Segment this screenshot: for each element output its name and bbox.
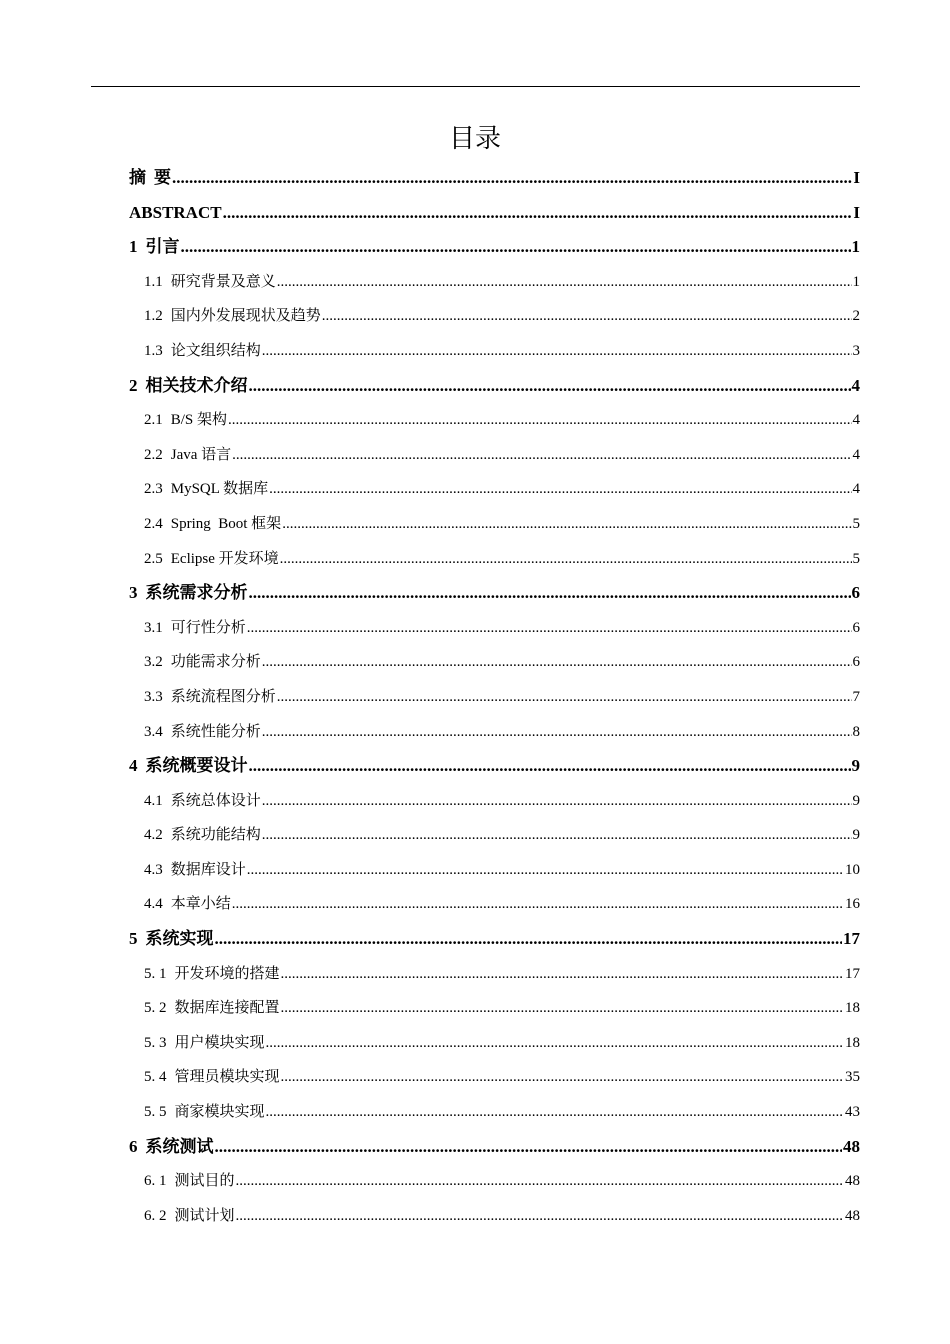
toc-entry-label <box>144 438 231 473</box>
toc-entry-label <box>144 818 261 853</box>
toc-dot-leader <box>249 749 851 784</box>
toc-page-number: 35 <box>845 1069 860 1086</box>
toc-entry-section[interactable] <box>129 1026 860 1061</box>
toc-entry-number: 3.3 <box>144 688 163 705</box>
toc-entry-chapter[interactable] <box>129 369 860 404</box>
toc-entry-text: 国内外发展现状及趋势 <box>170 308 321 325</box>
toc-entry-label <box>129 369 248 404</box>
toc-entry-chapter[interactable] <box>129 161 860 196</box>
toc-entry-chapter[interactable] <box>129 749 860 784</box>
toc-dot-leader <box>262 334 852 369</box>
toc-dot-leader <box>236 1199 844 1234</box>
toc-entry-text: 系统实现 <box>145 929 214 949</box>
toc-entry-text: 系统性能分析 <box>170 723 261 740</box>
toc-dot-leader <box>266 1095 844 1130</box>
toc-entry-section[interactable] <box>129 1060 860 1095</box>
toc-page-number: 6 <box>852 619 860 636</box>
toc-entry-label <box>129 1130 214 1165</box>
toc-page-number: 2 <box>852 308 860 325</box>
toc-page-number: 9 <box>851 756 860 776</box>
toc-page-number: 4 <box>851 375 860 395</box>
toc-entry-label <box>129 230 180 265</box>
toc-page-number: 7 <box>852 688 860 705</box>
toc-entry-section[interactable] <box>129 438 860 473</box>
toc-page-number: 1 <box>851 237 860 257</box>
toc-dot-leader <box>282 507 851 542</box>
toc-entry-number: 3 <box>129 583 138 603</box>
toc-page-number: 1 <box>852 273 860 290</box>
toc-entry-number: 6. 1 <box>144 1173 167 1190</box>
toc-dot-leader <box>262 818 852 853</box>
toc-entry-section[interactable] <box>129 472 860 507</box>
toc-entry-label <box>144 299 321 334</box>
toc-dot-leader <box>215 922 843 957</box>
toc-entry-chapter[interactable] <box>129 230 860 265</box>
toc-dot-leader <box>232 438 851 473</box>
toc-page-number: 4 <box>852 446 860 463</box>
toc-entry-section[interactable] <box>129 680 860 715</box>
toc-page-number: 18 <box>845 1000 860 1017</box>
toc-entry-text: 引言 <box>145 237 180 257</box>
toc-entry-text: 数据库连接配置 <box>174 1000 280 1017</box>
toc-entry-section[interactable] <box>129 1095 860 1130</box>
toc-entry-number: 5 <box>129 929 138 949</box>
toc-page-number: 17 <box>845 965 860 982</box>
toc-entry-label <box>144 853 246 888</box>
toc-entry-section[interactable] <box>129 645 860 680</box>
toc-entry-text: 系统流程图分析 <box>170 688 276 705</box>
toc-entry-label <box>144 680 276 715</box>
toc-dot-leader <box>277 680 852 715</box>
toc-entry-label <box>144 542 279 577</box>
toc-entry-text: Eclipse 开发环境 <box>170 550 279 567</box>
toc-entry-section[interactable] <box>129 1164 860 1199</box>
toc-page-number: 18 <box>845 1034 860 1051</box>
toc-entry-section[interactable] <box>129 784 860 819</box>
toc-entry-number: 1.3 <box>144 342 163 359</box>
toc-entry-label <box>144 1199 235 1234</box>
header-rule <box>91 86 860 87</box>
toc-dot-leader <box>232 887 844 922</box>
toc-entry-text: Java 语言 <box>170 446 232 463</box>
toc-entry-label <box>129 196 222 231</box>
toc-entry-label <box>144 507 281 542</box>
toc-entry-number: 3.2 <box>144 654 163 671</box>
toc-page-number: 17 <box>843 929 860 949</box>
toc-entry-number: 2.1 <box>144 412 163 429</box>
toc-entry-text: 本章小结 <box>170 896 231 913</box>
toc-entry-chapter[interactable] <box>129 922 860 957</box>
toc-entry-section[interactable] <box>129 507 860 542</box>
toc-entry-section[interactable] <box>129 403 860 438</box>
toc-entry-text: ABSTRACT <box>129 202 222 222</box>
toc-entry-number: 5. 3 <box>144 1034 167 1051</box>
toc-entry-text: 系统功能结构 <box>170 827 261 844</box>
toc-entry-section[interactable] <box>129 715 860 750</box>
toc-entry-section[interactable] <box>129 957 860 992</box>
toc-entry-text: 功能需求分析 <box>170 654 261 671</box>
toc-entry-label <box>129 749 248 784</box>
toc-entry-text: 商家模块实现 <box>174 1104 265 1121</box>
toc-dot-leader <box>172 161 852 196</box>
toc-page-number: I <box>853 168 860 187</box>
toc-dot-leader <box>262 645 852 680</box>
toc-dot-leader <box>249 576 851 611</box>
toc-page-number: 48 <box>843 1136 860 1156</box>
toc-entry-section[interactable] <box>129 818 860 853</box>
toc-entry-label <box>144 887 231 922</box>
toc-entry-text: 可行性分析 <box>170 619 246 636</box>
toc-entry-text: 相关技术介绍 <box>145 375 248 395</box>
toc-entry-label <box>144 1060 280 1095</box>
toc-entry-section[interactable] <box>129 334 860 369</box>
toc-entry-number: 2.3 <box>144 481 163 498</box>
toc-list <box>129 161 860 1233</box>
toc-dot-leader <box>247 853 844 888</box>
toc-page-number: 4 <box>852 412 860 429</box>
toc-entry-section[interactable] <box>129 991 860 1026</box>
toc-entry-label <box>144 715 261 750</box>
toc-dot-leader <box>249 369 851 404</box>
toc-dot-leader <box>280 542 852 577</box>
toc-entry-label <box>144 1095 265 1130</box>
toc-entry-label <box>144 403 227 438</box>
toc-entry-number: 3.4 <box>144 723 163 740</box>
toc-page-number: 3 <box>852 342 860 359</box>
toc-dot-leader <box>262 784 852 819</box>
toc-dot-leader <box>228 403 851 438</box>
toc-entry-text: 开发环境的搭建 <box>174 965 280 982</box>
toc-entry-number: 摘 <box>129 168 146 187</box>
toc-page-number: 5 <box>852 515 860 532</box>
toc-entry-section[interactable] <box>129 853 860 888</box>
toc-entry-text: 测试计划 <box>174 1207 235 1224</box>
toc-page-number: I <box>853 202 860 222</box>
toc-dot-leader <box>269 472 851 507</box>
toc-entry-label <box>129 576 248 611</box>
toc-entry-section[interactable] <box>129 611 860 646</box>
toc-entry-number: 1.2 <box>144 308 163 325</box>
toc-dot-leader <box>236 1164 844 1199</box>
toc-entry-text: 系统需求分析 <box>145 583 248 603</box>
toc-entry-number: 4 <box>129 756 138 776</box>
toc-entry-text: 论文组织结构 <box>170 342 261 359</box>
toc-entry-text: 系统测试 <box>145 1136 214 1156</box>
toc-entry-number: 4.2 <box>144 827 163 844</box>
toc-dot-leader <box>281 957 844 992</box>
toc-entry-label <box>144 991 280 1026</box>
toc-page-number: 8 <box>852 723 860 740</box>
toc-entry-section[interactable] <box>129 1199 860 1234</box>
toc-page-number: 4 <box>852 481 860 498</box>
toc-dot-leader <box>277 265 852 300</box>
toc-entry-number: 6 <box>129 1136 138 1156</box>
toc-page-number: 9 <box>852 827 860 844</box>
toc-entry-label <box>144 1164 235 1199</box>
toc-page-number: 48 <box>845 1173 860 1190</box>
page-title: 目录 <box>448 124 501 154</box>
toc-entry-text: 用户模块实现 <box>174 1034 265 1051</box>
toc-entry-label <box>144 611 246 646</box>
toc-entry-text: 管理员模块实现 <box>174 1069 280 1086</box>
toc-dot-leader <box>266 1026 844 1061</box>
toc-entry-text: 要 <box>154 168 171 187</box>
toc-entry-text: MySQL 数据库 <box>170 481 269 498</box>
toc-entry-chapter[interactable] <box>129 1130 860 1165</box>
toc-entry-label <box>144 1026 265 1061</box>
toc-entry-text: Spring Boot 框架 <box>170 515 282 532</box>
toc-entry-label <box>144 472 268 507</box>
toc-dot-leader <box>223 196 853 231</box>
toc-dot-leader <box>281 1060 844 1095</box>
toc-entry-number: 2.4 <box>144 515 163 532</box>
toc-entry-label <box>144 334 261 369</box>
toc-entry-section[interactable] <box>129 542 860 577</box>
toc-page-number: 10 <box>845 861 860 878</box>
toc-page-number: 9 <box>852 792 860 809</box>
toc-entry-number: 2 <box>129 375 138 395</box>
toc-entry-number: 1.1 <box>144 273 163 290</box>
toc-entry-label <box>144 645 261 680</box>
toc-dot-leader <box>215 1130 843 1165</box>
toc-page-number: 6 <box>851 583 860 603</box>
toc-entry-number: 5. 4 <box>144 1069 167 1086</box>
toc-entry-text: 系统概要设计 <box>145 756 248 776</box>
toc-entry-text: 数据库设计 <box>170 861 246 878</box>
toc-entry-number: 5. 5 <box>144 1104 167 1121</box>
toc-entry-section[interactable] <box>129 887 860 922</box>
toc-dot-leader <box>181 230 851 265</box>
toc-entry-number: 5. 1 <box>144 965 167 982</box>
toc-page-number: 43 <box>845 1104 860 1121</box>
toc-entry-section[interactable] <box>129 299 860 334</box>
toc-entry-label <box>129 922 214 957</box>
toc-entry-text: 测试目的 <box>174 1173 235 1190</box>
toc-page-number: 5 <box>852 550 860 567</box>
toc-dot-leader <box>322 299 852 334</box>
toc-entry-label <box>144 265 276 300</box>
toc-entry-number: 2.2 <box>144 446 163 463</box>
toc-entry-number: 4.3 <box>144 861 163 878</box>
toc-dot-leader <box>247 611 852 646</box>
toc-entry-chapter[interactable] <box>129 576 860 611</box>
toc-dot-leader <box>262 715 852 750</box>
toc-entry-chapter[interactable] <box>129 196 860 231</box>
toc-entry-number: 1 <box>129 237 138 257</box>
toc-page-number: 16 <box>845 896 860 913</box>
toc-entry-label <box>144 784 261 819</box>
toc-page-number: 6 <box>852 654 860 671</box>
toc-entry-number: 2.5 <box>144 550 163 567</box>
toc-entry-number: 6. 2 <box>144 1207 167 1224</box>
toc-entry-number: 3.1 <box>144 619 163 636</box>
toc-dot-leader <box>281 991 844 1026</box>
toc-entry-number: 5. 2 <box>144 1000 167 1017</box>
toc-entry-text: B/S 架构 <box>170 412 228 429</box>
toc-entry-text: 研究背景及意义 <box>170 273 276 290</box>
toc-page-number: 48 <box>845 1207 860 1224</box>
toc-entry-number: 4.4 <box>144 896 163 913</box>
toc-entry-label <box>144 957 280 992</box>
toc-entry-label <box>129 161 171 196</box>
toc-entry-text: 系统总体设计 <box>170 792 261 809</box>
toc-entry-section[interactable] <box>129 265 860 300</box>
toc-entry-number: 4.1 <box>144 792 163 809</box>
